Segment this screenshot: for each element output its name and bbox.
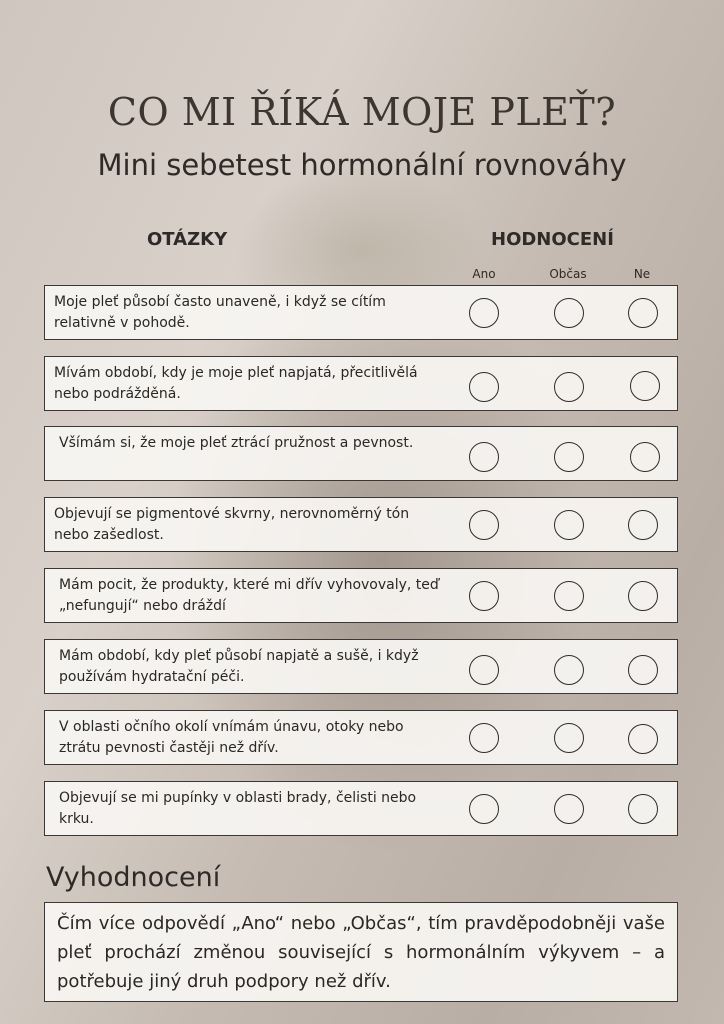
answer-ano-radio[interactable] <box>469 298 499 328</box>
page-title: CO MI ŘÍKÁ MOJE PLEŤ? <box>107 90 617 134</box>
question-text: Mám pocit, že produkty, které mi dřív vyhovovaly, teď „nefungují“ nebo dráždí <box>59 577 439 614</box>
question-text: V oblasti očního okolí vnímám únavu, otoky nebo ztrátu pevnosti častěji než dřív. <box>59 719 404 756</box>
answer-ne-radio[interactable] <box>628 298 658 328</box>
evaluation-text: Čím více odpovědí „Ano“ nebo „Občas“, tím pravděpodobněji vaše pleť prochází změnou související s hormonálním výkyvem – a potřebuje jiný druh podpory než dřív. <box>57 913 665 992</box>
questions-column-header: OTÁZKY <box>147 229 228 250</box>
answer-obcas-radio[interactable] <box>554 655 584 685</box>
answer-ano-radio[interactable] <box>469 442 499 472</box>
question-text: Objevují se pigmentové skvrny, nerovnoměrný tón nebo zašedlost. <box>54 506 410 543</box>
question-text: Objevují se mi pupínky v oblasti brady, čelisti nebo krku. <box>59 790 417 827</box>
answer-obcas-radio[interactable] <box>554 723 584 753</box>
evaluation-box <box>44 902 678 1002</box>
answer-ne-radio[interactable] <box>630 442 660 472</box>
answer-ano-radio[interactable] <box>469 372 499 402</box>
answer-ne-radio[interactable] <box>628 724 658 754</box>
evaluation-heading: Vyhodnocení <box>46 862 221 893</box>
question-row <box>44 426 678 481</box>
question-text: Moje pleť působí často unaveně, i když se cítím relativně v pohodě. <box>54 294 386 331</box>
answer-obcas-radio[interactable] <box>554 372 584 402</box>
answer-ne-radio[interactable] <box>628 655 658 685</box>
question-row <box>44 497 678 552</box>
answer-obcas-radio[interactable] <box>554 794 584 824</box>
answer-ano-radio[interactable] <box>469 655 499 685</box>
question-row <box>44 710 678 765</box>
question-row <box>44 781 678 836</box>
answer-obcas-radio[interactable] <box>554 510 584 540</box>
answer-obcas-radio[interactable] <box>554 442 584 472</box>
question-text: Mívám období, kdy je moje pleť napjatá, přecitlivělá nebo podrážděná. <box>54 365 418 402</box>
answer-ano-radio[interactable] <box>469 581 499 611</box>
option-label-ano: Ano <box>472 267 496 281</box>
answer-ano-radio[interactable] <box>469 723 499 753</box>
question-row <box>44 285 678 340</box>
question-text: Mám období, kdy pleť působí napjatě a sušě, i když používám hydratační péči. <box>59 648 419 685</box>
answer-ano-radio[interactable] <box>469 510 499 540</box>
question-row <box>44 639 678 694</box>
question-row <box>44 568 678 623</box>
option-label-obcas: Občas <box>549 267 587 281</box>
answer-ne-radio[interactable] <box>628 581 658 611</box>
rating-column-header: HODNOCENÍ <box>491 229 614 250</box>
answer-ne-radio[interactable] <box>628 794 658 824</box>
page-subtitle: Mini sebetest hormonální rovnováhy <box>97 148 627 182</box>
answer-ne-radio[interactable] <box>628 510 658 540</box>
question-text: Všímám si, že moje pleť ztrácí pružnost a pevnost. <box>59 435 414 451</box>
answer-obcas-radio[interactable] <box>554 581 584 611</box>
answer-ano-radio[interactable] <box>469 794 499 824</box>
option-label-ne: Ne <box>633 267 651 281</box>
answer-obcas-radio[interactable] <box>554 298 584 328</box>
question-row <box>44 356 678 411</box>
answer-ne-radio[interactable] <box>630 371 660 401</box>
